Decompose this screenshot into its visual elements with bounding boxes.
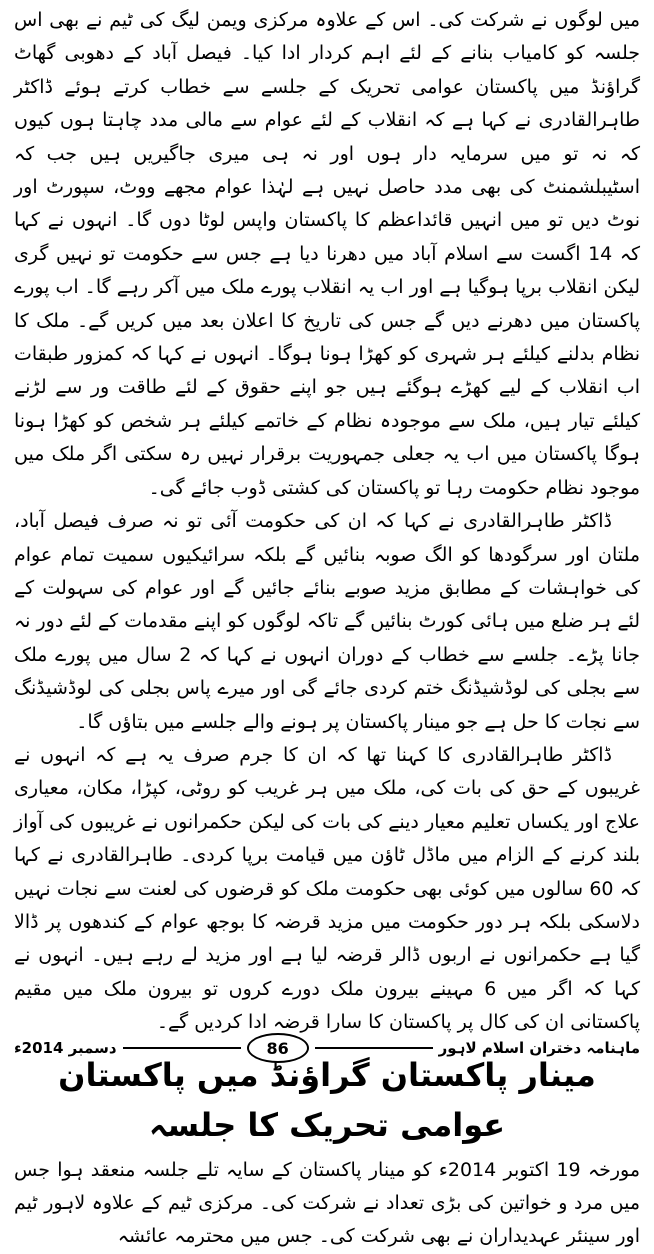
- footer-rule: [123, 1047, 241, 1049]
- article-body: [14, 4, 640, 1254]
- article-paragraph-3: ڈاکٹر طاہرالقادری کا کہنا تھا کہ ان کا جرم صرف یہ ہے کہ انہوں نے غریبوں کے حق کی بات کی، ملک میں ہر غریب کو روٹی، کپڑا، مکان، معیاری علاج اور یکساں تعلیم معیار دینے کی بات کی لیکن حکمرانوں نے غریبوں کی آواز بلند کرنے کے الزام میں ماڈل ٹاؤن میں قیامت برپا کردی۔ طاہرالقادری نے کہا کہ 60 سالوں میں کوئی بھی حکومت ملک کو قرضوں کی لعنت سے نجات نہیں دلاسکی بلکہ ہر دور حکومت میں مزید قرضہ کا بوجھ عوام کے کندھوں پر ڈالا گیا ہے حکمرانوں نے اربوں ڈالر قرضہ لیا ہے اور مزید لے رہے ہیں۔ انہوں نے کہا کہ اگر میں 6 مہینے بیرون ملک دورے کروں تو بیرون ملک میں مقیم پاکستانی ان کی کال پر پاکستان کا سارا قرضہ ادا کردیں گے۔: [14, 743, 641, 1034]
- article-paragraph-1: میں لوگوں نے شرکت کی۔ اس کے علاوہ مرکزی ویمن لیگ کی ٹیم نے بھی اس جلسہ کو کامیاب بنانے کے لئے اہم کردار ادا کیا۔ فیصل آباد کے دھوبی گھاٹ گراؤنڈ میں پاکستان عوامی تحریک کے جلسے سے خطاب کرتے ہوئے ڈاکٹر طاہرالقادری نے کہا ہے کہ انقلاب کے لئے عوام سے مالی مدد چاہتا ہوں کیوں کہ نہ تو میں سرمایہ دار ہوں اور نہ ہی میری جاگیریں ہیں جب کہ اسٹیبلشمنٹ کی بھی مدد حاصل نہیں ہے لہٰذا عوام مجھے ووٹ، سپورٹ اور نوٹ دیں تو میں انہیں قائداعظم کا پاکستان واپس لوٹا دوں گا۔ انہوں نے کہا کہ 14 اگست سے اسلام آباد میں دھرنا دیا ہے جس سے حکومت تو نہیں گری لیکن انقلاب برپا ہوگیا ہے اور اب یہ انقلاب پورے ملک میں آکر رہے گا۔ اب پورے پاکستان میں دھرنے دیں گے جس کی تاریخ کا اعلان بعد میں کریں گے۔ ملک کا نظام بدلنے کیلئے ہر شہری کو کھڑا ہونا ہوگا۔ انہوں نے کہا کہ کمزور طبقات اب انقلاب کے لیے کھڑے ہوگئے ہیں جو اپنے حقوق کے لئے طاقت ور سے لڑنے کیلئے تیار ہیں، ملک سے موجودہ نظام کے خاتمے کیلئے ہر شخص کو کھڑا ہونا ہوگا پاکستان میں اب یہ جعلی جمہوریت برقرار نہیں رہ سکتی اگر ملک میں موجود نظام حکومت رہا تو پاکستان کی کشتی ڈوب جائے گی۔: [14, 9, 640, 499]
- closing-paragraph: مورخہ 19 اکتوبر 2014ء کو مینار پاکستان کے سایہ تلے جلسہ منعقد ہوا جس میں مرد و خواتین کی بڑی تعداد نے شرکت کی۔ مرکزی ٹیم کے علاوہ لاہور ٹیم اور سینئر عہدیداران نے بھی شرکت کی۔ جس میں محترمہ عائشہ: [14, 1158, 640, 1248]
- article-paragraph-2: ڈاکٹر طاہرالقادری نے کہا کہ ان کی حکومت آئی تو نہ صرف فیصل آباد، ملتان اور سرگودھا کو الگ صوبہ بنائیں گے بلکہ سرائیکیوں سمیت تمام عوام کی خواہشات کے مطابق مزید صوبے بنائے جائیں گے اور عوام کی سہولت کے لئے ہر ضلع میں ہائی کورٹ بنائیں گے تاکہ لوگوں کو اپنے مقدمات کے لئے دور نہ جانا پڑے۔ جلسے سے خطاب کے دوران انہوں نے کہا کہ 2 سال میں پورے ملک سے بجلی کی لوڈشیڈنگ ختم کردی جائے گی اور میرے پاس بجلی کی لوڈشیڈنگ سے نجات کا حل ہے جو مینار پاکستان پر ہونے والے جلسے میں بتاؤں گا۔: [14, 510, 640, 733]
- section-heading: مینار پاکستان گراؤنڈ میں پاکستان عوامی تحریک کا جلسہ: [58, 1055, 596, 1144]
- page-footer: [14, 1030, 640, 1066]
- magazine-name: ماہنامہ دختران اسلام لاہور: [438, 1039, 640, 1057]
- page-number: 86: [247, 1033, 309, 1063]
- issue-date: دسمبر 2014ء: [14, 1039, 117, 1057]
- footer-rule: [315, 1047, 433, 1049]
